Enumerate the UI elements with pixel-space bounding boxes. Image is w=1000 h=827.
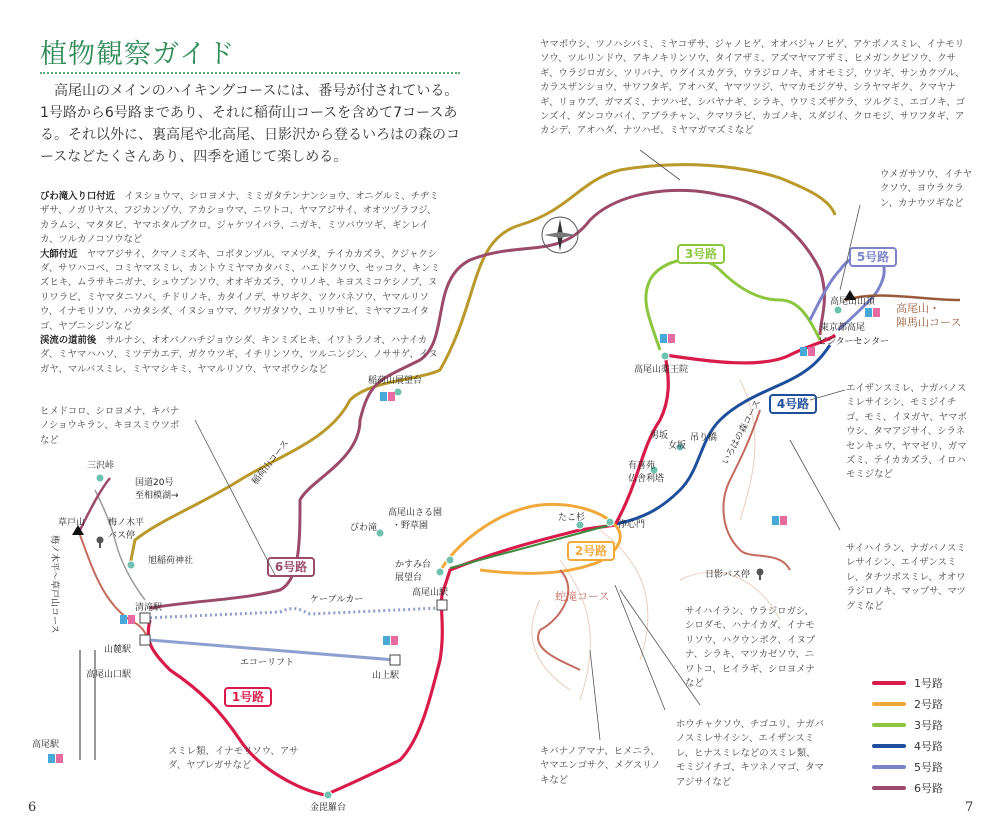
label-inari-course: 稲荷山コース <box>250 438 292 487</box>
label-tsuribashi: 吊り橋 <box>690 433 718 443</box>
iroha-course-line <box>723 410 790 570</box>
label-iroha-course: いろはの森コース <box>720 398 764 467</box>
label-tenbodai: 展望台 <box>395 573 423 583</box>
note-right-low: サイハイラン、ナガバノスミレサイシン、エイザンスミレ、タチツボスミレ、オオワラジロノキ、マップサ、マツグミなど <box>846 543 966 612</box>
legend-row-3 <box>872 714 982 735</box>
route20-road <box>95 490 145 600</box>
legend-label-5: 5号路 <box>914 760 943 774</box>
page-number-left: 6 <box>28 800 37 815</box>
route-1-badge: 1号路 <box>231 690 265 704</box>
route-4-badge: 4号路 <box>776 397 810 411</box>
station-markers <box>140 600 447 665</box>
label-sanzawa: 三沢峠 <box>87 461 115 471</box>
label-ujoen: 有喜苑 <box>628 461 656 471</box>
label-kiyotaki: 清滝駅 <box>135 603 163 613</box>
daishi-text: ヤマアジサイ、クマノミズキ、コボタンヅル、マメヅタ、テイカカズラ、クジャクシダ、サワハコベ、コミヤマスミレ、カントウミヤマカタバミ、ハエドクソウ、セッコク、キンミズヒキ、ムラサキニガナ、シュウブンソウ、オオギカズラ、ウリノキ、キヨスミコケシノブ、ヌリワラビ、ミヤマタニソバ、チドリノキ、カタイノデ、サワギク、ツクバネソウ、ヤマルリソウ、イナモリソウ、ハカタシダ、イヌショウマ、クワガタソウ、ユリワサビ、ミヤマフユイタゴ、ヤブニンジンなど <box>40 248 440 332</box>
note-bottom-center: キバナノアマナ、ヒメニラ、ヤマエンゴサク、メグスリノキなど <box>540 746 661 786</box>
daishi-label: 大師付近 <box>40 248 78 260</box>
legend-swatch-5 <box>872 765 906 769</box>
legend-row-1 <box>872 672 982 693</box>
route-legend <box>872 672 982 798</box>
label-summit: 高尾山山頂 <box>830 297 876 307</box>
legend-label-4: 4号路 <box>914 739 943 753</box>
keiryu-text: サルナシ、オオバノハチジョウシダ、キンミズヒキ、イワトラノオ、ハナイカダ、ミヤマハハソ、ミツデカエデ、ガクウツギ、イチリンソウ、ツルニンジン、ノササゲ、イヌガヤ、マルバスミレ、ミヤマシキミ、ヤマルリソウ、ヤマボウシなど <box>40 335 438 375</box>
cable-car-line <box>145 608 440 618</box>
label-cable: ケーブルカー <box>310 595 364 605</box>
note-bottom-left: スミレ類、イナモリソウ、アサダ、ヤブレガサなど <box>168 746 299 772</box>
page-number-right: 7 <box>965 800 974 815</box>
legend-swatch-3 <box>872 723 906 727</box>
note-left-mid: ヒメドコロ、シロヨメナ、キバナノショウキラン、キヨスミウツボなど <box>40 406 180 446</box>
umenoki-course-line <box>78 530 148 640</box>
label-biwataki: びわ滝 <box>350 523 378 533</box>
legend-swatch-1 <box>872 681 906 685</box>
label-takao-station: 高尾駅 <box>32 740 60 750</box>
eco-lift-line <box>150 640 395 660</box>
legend-label-1: 1号路 <box>914 676 943 690</box>
route-2-badge: 2号路 <box>574 544 608 558</box>
intro-text: 高尾山のメインのハイキングコースには、番号が付されている。1号路から6号路まであり、それに稲荷山コースを含めて7コースある。それ以外に、裏高尾や北高尾、日影沢から登るいろはの森のコースなどたくさんあり、四季を通じて楽しめる。 <box>40 83 460 165</box>
label-eco-lift: エコーリフト <box>240 658 295 668</box>
label-takaosan-station: 高尾山駅 <box>412 588 449 598</box>
label-umenoki-course: 梅ノ木平〜草戸山コース <box>49 535 59 634</box>
label-yakuoin: 高尾山薬王院 <box>634 365 689 375</box>
label-umenoki: 梅ノ木平 <box>108 518 145 528</box>
note-right-top: ウメガサソウ、イチヤクソウ、ヨウラクラン、カナウツギなど <box>880 169 973 209</box>
label-visitor-center-1: 東京都高尾 <box>820 323 866 333</box>
label-to-sagamiko: 至相模湖→ <box>135 491 179 501</box>
label-yasoen: ・野草園 <box>392 521 429 531</box>
legend-row-2 <box>872 693 982 714</box>
label-hikage: 日影バス停 <box>705 570 751 580</box>
label-kusatoyama: 草戸山 <box>58 518 86 528</box>
label-kasumidai: かすみ台 <box>395 560 432 570</box>
label-joshinmon: 浄心門 <box>618 520 646 530</box>
label-route20: 国道20号 <box>135 478 174 488</box>
label-visitor-center-2: ビジターセンター <box>818 337 890 347</box>
legend-row-6 <box>872 777 982 798</box>
label-jinba: 高尾山・ <box>896 302 940 315</box>
legend-label-3: 3号路 <box>914 718 943 732</box>
route-3-badge: 3号路 <box>684 247 718 261</box>
label-sanroku: 山麓駅 <box>104 645 132 655</box>
label-inari-shrine: 旭稲荷神社 <box>148 556 194 566</box>
label-takosugi: たこ杉 <box>558 513 586 523</box>
note-right-mid: エイザンスミレ、ナガバノスミレサイシン、モミジイチゴ、モミ、イヌガヤ、ヤマボウシ、タマアジサイ、シラネセンキュウ、ヤマゼリ、ガマズミ、テイカカズラ、イロハモミジなど <box>846 383 967 481</box>
label-sanjo: 山上駅 <box>372 671 400 681</box>
note-mid-low: サイハイラン、ウラジロガシ、シロダモ、ハナイカダ、イナモリソウ、ハクウンボク、イヌブナ、シラキ、マツカゼソウ、ニワトコ、ヒイラギ、シロヨメナなど <box>685 606 816 690</box>
route-6-badge: 6号路 <box>274 560 308 574</box>
label-otokozaka: 男坂 <box>650 431 669 441</box>
legend-row-5 <box>872 756 982 777</box>
legend-swatch-2 <box>872 702 906 706</box>
biwa-text: イヌショウマ、シロヨメナ、ミミガタテンナンショウ、オニグルミ、チヂミザサ、ノガリヤス、フジカンゾウ、アカショウマ、ニワトコ、ヤマアジサイ、オオツヅラフジ、カラムシ、マタタビ、ヤマホタルブクロ、ジャケツイバラ、ニガキ、ミツバウツギ、ギンレイカ、ツルカノコソウなど <box>40 191 439 246</box>
note-top: ヤマボウシ、ツノハシバミ、ミヤコザサ、ジャノヒゲ、オオバジャノヒゲ、アケボノスミレ、イナモリソウ、ツルリンドウ、アキノキリンソウ、タイアザミ、アズマヤマアザミ、ヒメガンクビソウ、クサギ、ウラジロガシ、ツリバナ、ウグイスカグラ、ウラジロノキ、オオモミジ、ウツギ、サンカクヅル、カラスザンショウ、サワフタギ、アオハダ、ヤマツツジ、ヤマカモジグサ、シラヤマギク、クマヤナギ、リョウブ、ガマズミ、ナツハゼ、シバヤナギ、シラキ、ウワミズザクラ、ツルグミ、エゴノキ、ゴンズイ、ダンコウバイ、アブラチャン、クマワラビ、カゴノキ、スダジイ、クロモジ、サワフタギ、アカシデ、アオハダ、ナツハゼ、ミヤマガマズミなど <box>540 39 966 137</box>
keiryu-label: 渓流の道前後 <box>40 335 97 347</box>
legend-label-6: 6号路 <box>914 781 943 795</box>
label-inari-view: 稲荷山展望台 <box>368 376 423 386</box>
hebitaki-course-line <box>538 570 580 670</box>
label-takaoyamaguchi: 高尾山口駅 <box>86 670 132 680</box>
legend-swatch-6 <box>872 786 906 790</box>
legend-swatch-4 <box>872 744 906 748</box>
label-kinpira: 金毘羅台 <box>310 803 347 813</box>
label-onnazaka: 女坂 <box>668 441 687 451</box>
note-bottom-mid: ホウチャクソウ、チゴユリ、ナガバノスミレサイシン、エイザンスミレ、ヒナスミレなどのスミレ類、モミジイチゴ、キツネノマゴ、タマアジサイなど <box>676 719 824 788</box>
label-bus-stop: バス停 <box>108 531 136 541</box>
legend-label-2: 2号路 <box>914 697 943 711</box>
label-saruen: 高尾山さる園 <box>388 508 443 518</box>
legend-row-4 <box>872 735 982 756</box>
biwa-label: びわ滝入り口付近 <box>40 191 116 202</box>
plants-left-block <box>40 190 440 377</box>
railway-line <box>80 650 95 760</box>
bus-stop-icons <box>97 537 764 581</box>
label-bussharito: 仏舎利塔 <box>628 474 665 484</box>
label-hebitaki: 蛇滝コース <box>555 590 610 603</box>
label-jinba-course: 陣馬山コース <box>896 316 962 329</box>
page-title: 植物観察ガイド <box>40 39 236 70</box>
compass-icon <box>542 217 578 253</box>
route-5-badge: 5号路 <box>856 250 890 264</box>
